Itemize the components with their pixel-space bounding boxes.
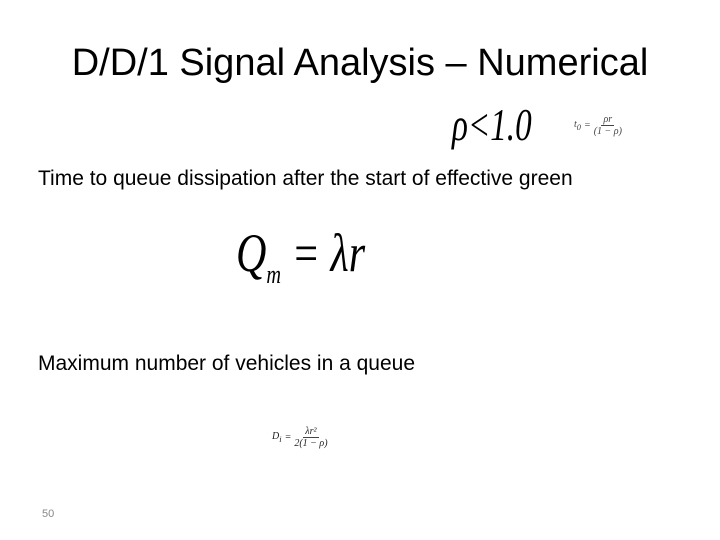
condition-equation: ρ<1.0 [452, 99, 532, 150]
di-numerator: λr² [305, 426, 317, 437]
di-denominator: 2(1 − ρ) [294, 438, 328, 449]
t0-denominator: (1 − ρ) [593, 126, 622, 137]
t0-equals: = [583, 120, 591, 131]
slide-title: D/D/1 Signal Analysis – Numerical [71, 42, 649, 84]
qm-equation: $Q_m = \lambda r$ [236, 223, 366, 289]
max-vehicles-text: Maximum number of vehicles in a queue [38, 352, 416, 375]
di-equation [272, 426, 328, 449]
page-number: 50 [42, 508, 55, 520]
dissipation-text: Time to queue dissipation after the start of effective green [38, 167, 573, 190]
t0-numerator: ρr [603, 114, 613, 125]
di-lhs: $D_i$ [272, 431, 282, 444]
di-equals: = [284, 432, 292, 443]
t0-equation [574, 114, 622, 137]
t0-fraction [594, 114, 622, 137]
t0-lhs: $t_0$ [574, 119, 581, 132]
di-fraction [294, 426, 327, 449]
